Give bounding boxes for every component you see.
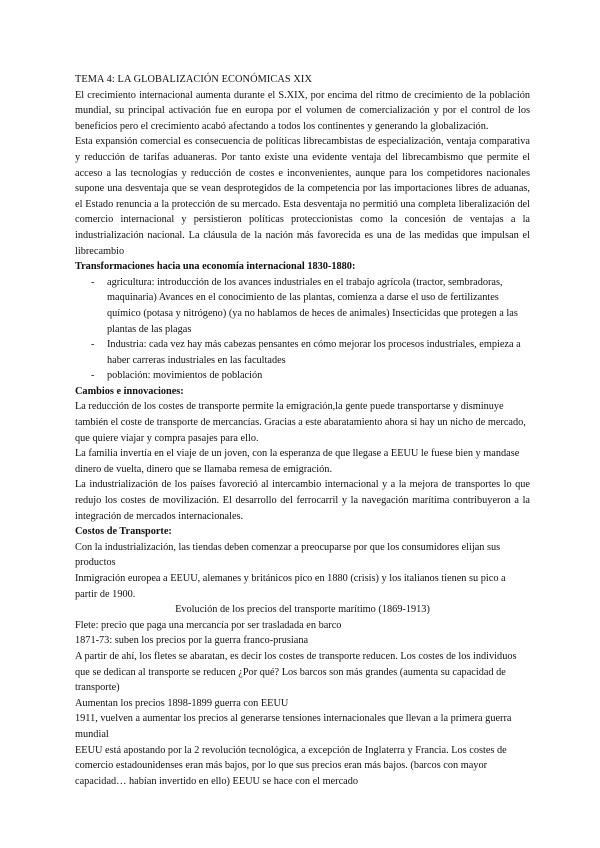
cambios-paragraph-1: La reducción de los costes de transporte permite la emigración,la gente puede transportarse y disminuye también el coste de transporte de mercancías. Gracias a este abaratamiento ahora si hay un nicho de mercado, que quiere viajar y compra pasajes para ello. (75, 401, 526, 444)
dash-bullet: - (91, 370, 95, 382)
costos-paragraph-5: A partir de ahí, los fletes se abaratan, es decir los costes de transporte reducen. Los costes de los individuos que se dedican al transporte se reducen ¿Por qué? Los barcos son más grandes (aumenta su capacidad de transporte) (75, 650, 517, 694)
costos-paragraph-2: Inmigración europea a EEUU, alemanes y británicos pico en 1880 (crisis) y los italianos tienen su pico a partir de 1900. (75, 573, 506, 600)
transformaciones-list (75, 275, 530, 384)
costos-paragraph-8: EEUU está apostando por la 2 revolución tecnológica, a excepción de Inglaterra y Francia. Los costes de comercio estadounidenses eran más bajos, por lo que sus precios eran más bajos. (barcos con mayor capacidad… habían invertido en ello) EEUU se hace con el mercado (75, 744, 507, 787)
dash-bullet: - (91, 339, 95, 351)
document-title: TEMA 4: LA GLOBALIZACIÓN ECONÓMICAS XIX (75, 74, 313, 85)
section-heading-costos: Costos de Transporte: (75, 526, 172, 538)
costos-paragraph-1: Con la industrialización, las tiendas deben comenzar a preocuparse por que los consumidores elijan sus productos (75, 541, 501, 569)
cambios-paragraph-2: La familia invertía en el viaje de un joven, con la esperanza de que llegase a EEUU le fuese bien y mandase dinero de vuelta, dinero que se llamaba remesa de emigración. (75, 448, 520, 475)
section-heading-cambios: Cambios e innovaciones: (75, 385, 184, 397)
list-item-text: población: movimientos de población (107, 370, 263, 382)
section-heading-transformaciones: Transformaciones hacia una economía internacional 1830-1880: (75, 261, 356, 273)
costos-paragraph-7: 1911, vuelven a aumentar los precios al generarse tensiones internacionales que llevan a la primera guerra mundial (75, 713, 512, 740)
dash-bullet: - (91, 276, 95, 288)
list-item (75, 275, 530, 337)
costos-centered-caption: Evolución de los precios del transporte marítimo (1869-1913) (175, 604, 430, 616)
costos-paragraph-4: 1871-73: suben los precios por la guerra franco-prusiana (75, 635, 309, 647)
cambios-paragraph-3: La industrialización de los países favoreció al intercambio internacional y a la mejora de transportes lo que redujo los costes de movilización. El desarrollo del ferrocarril y la navegación marítima contribuyeron a la integración de mercados internacionales. (75, 479, 530, 522)
document-page (75, 72, 530, 789)
intro-paragraph-2: Esta expansión comercial es consecuencia de políticas librecambistas de especialización, ventaja comparativa y reducción de tarifas aduaneras. Por tanto existe una evidente ventaja del librecambismo que permite el acceso a las tecnologías y reducción de costes e inconvenientes, aunque para los competidores nacionales supone una desventaja que se vean desprotegidos de la competencia por las importaciones libres de aduanas, el Estado renuncia a la protección de su mercado. Esta desventaja no permitió una completa liberalización del comercio internacional y persistieron políticas proteccionistas como la concesión de ventajas a la industrialización nacional. La cláusula de la nación más favorecida es una de las medidas que impulsan el librecambio (75, 136, 530, 257)
costos-paragraph-3: Flete: precio que paga una mercancía por ser trasladada en barco (75, 619, 342, 631)
list-item-text: Industria: cada vez hay más cabezas pensantes en cómo mejorar los procesos industriales, empieza a haber carreras industriales en las facultades (107, 339, 521, 366)
costos-paragraph-6: Aumentan los precios 1898-1899 guerra con EEUU (75, 697, 289, 709)
intro-paragraph-1: El crecimiento internacional aumenta durante el S.XIX, por encima del ritmo de crecimiento de la población mundial, su principal activación fue en europa por el volumen de comercialización y por el control de los beneficios pero el crecimiento acabó afectando a todos los continentes y generando la globalización. (75, 89, 530, 132)
list-item (75, 337, 530, 368)
list-item-text: agricultura: introducción de los avances industriales en el trabajo agrícola (tractor, sembradoras, maquinaria) Avances en el conocimiento de las plantas, comienza a darse el uso de fertilizantes químico (potasa y nitrógeno) (ya no hablamos de heces de animales) Insecticidas que protegen a las plantas de las plagas (107, 276, 518, 335)
list-item (75, 368, 530, 384)
